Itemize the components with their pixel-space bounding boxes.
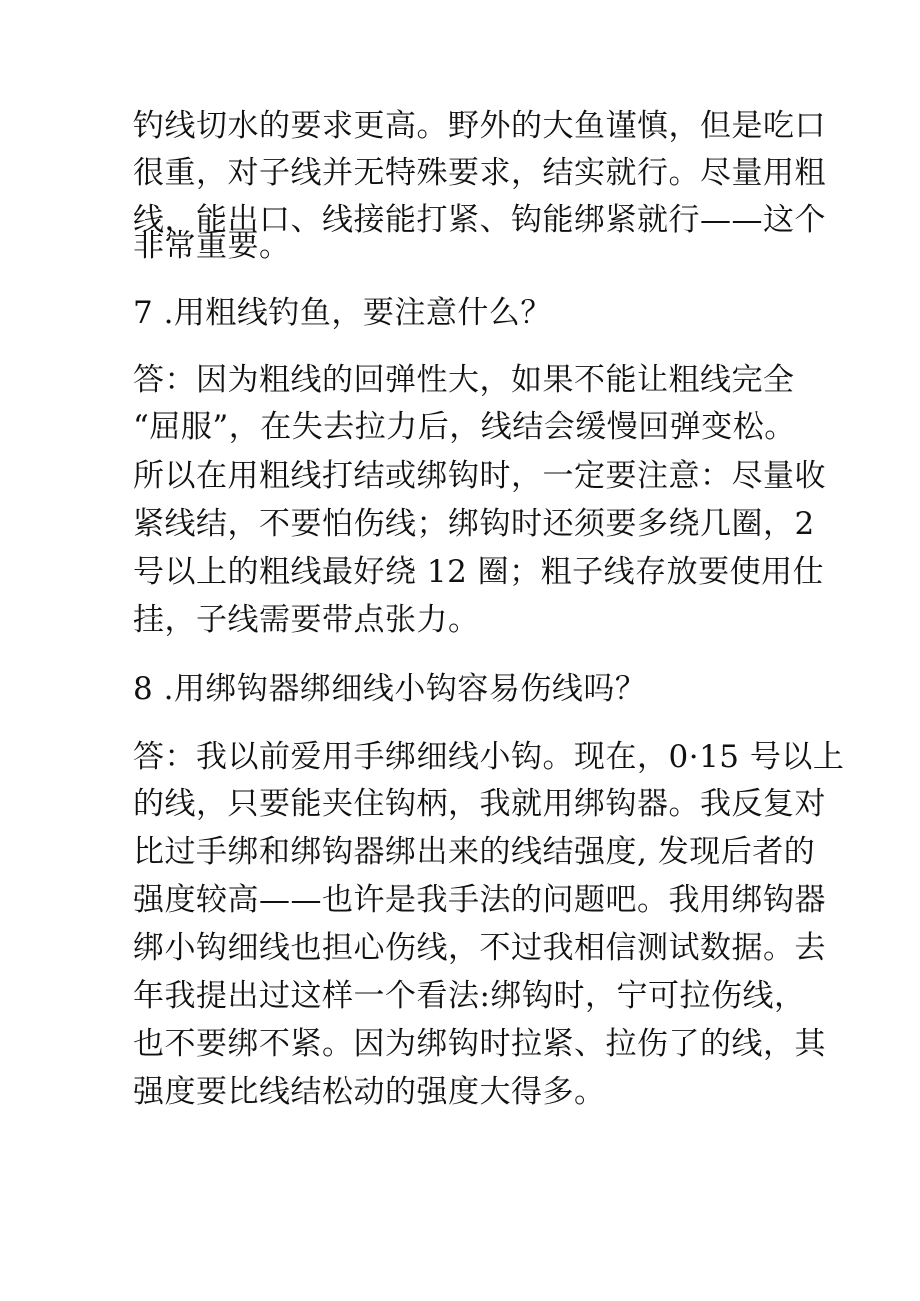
- paragraph-line: 很重，对子线并无特殊要求，结实就行。尽量用粗: [133, 155, 826, 191]
- answer-line: 答：因为粗线的回弹性大，如果不能让粗线完全: [133, 362, 795, 398]
- answer-line: 挂，子线需要带点张力。: [133, 602, 480, 638]
- answer-line: 强度要比线结松动的强度大得多。: [133, 1074, 606, 1110]
- answer-line: 号以上的粗线最好绕 12 圈；粗子线存放要使用仕: [133, 554, 825, 590]
- answer-line: 所以在用粗线打结或绑钩时，一定要注意：尽量收: [133, 458, 826, 494]
- answer-line: 强度较高——也许是我手法的问题吧。我用绑钩器: [133, 882, 826, 918]
- answer-line: 答：我以前爱用手绑细线小钩。现在，0·15 号以上: [133, 739, 845, 775]
- answer-line: 年我提出过这样一个看法:绑钩时，宁可拉伤线，: [133, 978, 806, 1014]
- answer-line: 的线，只要能夹住钩柄，我就用绑钩器。我反复对: [133, 786, 826, 822]
- question-heading-7: 7 .用粗线钓鱼，要注意什么？: [133, 295, 552, 331]
- answer-line: “屈服”，在失去拉力后，线结会缓慢回弹变松。: [133, 409, 796, 445]
- answer-line: 紧线结，不要怕伤线；绑钩时还须要多绕几圈，2: [133, 506, 815, 542]
- paragraph-line: 非常重要。: [133, 228, 291, 264]
- paragraph-line: 钓线切水的要求更高。野外的大鱼谨慎，但是吃口: [133, 108, 826, 144]
- answer-line: 绑小钩细线也担心伤线，不过我相信测试数据。去: [133, 930, 826, 966]
- question-heading-8: 8 .用绑钩器绑细线小钩容易伤线吗？: [133, 671, 647, 707]
- paragraph-line: 线，能出口、线接能打紧、钩能绑紧就行——这个: [133, 202, 826, 238]
- answer-line: 也不要绑不紧。因为绑钩时拉紧、拉伤了的线，其: [133, 1026, 826, 1062]
- answer-line: 比过手绑和绑钩器绑出来的线结强度, 发现后者的: [133, 834, 816, 870]
